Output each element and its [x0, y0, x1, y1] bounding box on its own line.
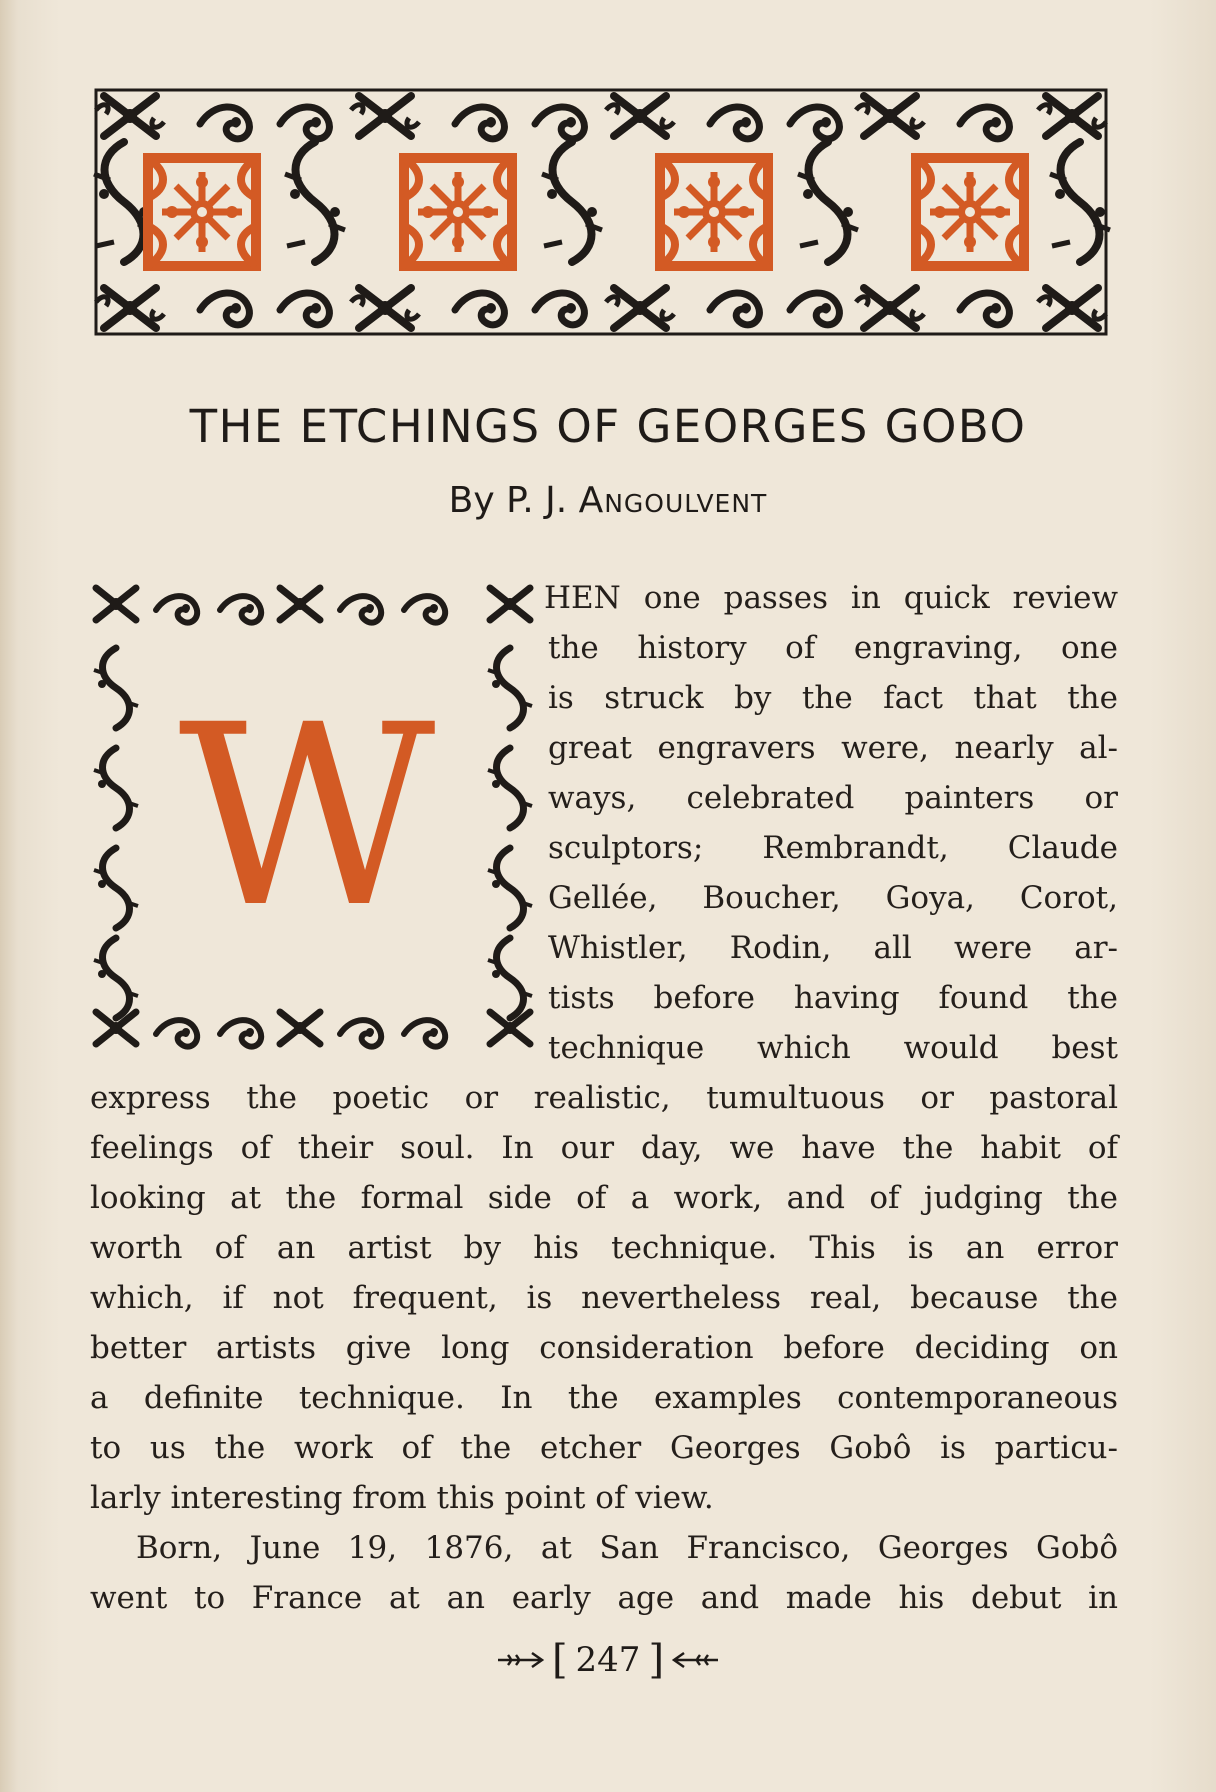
text-line: technique which would best [548, 1030, 1118, 1066]
text-line: express the poetic or realistic, tumultuous or pastoral [90, 1080, 1118, 1116]
folio-ornament-right-icon [672, 1650, 720, 1670]
folio-left-bracket: [ [551, 1637, 568, 1683]
ornament-band-graphic [90, 84, 1112, 340]
text-line: Gellée, Boucher, Goya, Corot, [548, 880, 1118, 916]
drop-cap-initial: W [178, 671, 436, 962]
text-line: is struck by the fact that the [548, 680, 1118, 716]
text-line: went to France at an early age and made his debut in [90, 1580, 1118, 1616]
text-line: the history of engraving, one [548, 630, 1118, 666]
folio-right-bracket: ] [648, 1637, 665, 1683]
text-line: to us the work of the etcher Georges Gobô is particu- [90, 1430, 1118, 1466]
text-line: tists before having found the [548, 980, 1118, 1016]
article-title: THE ETCHINGS OF GEORGES GOBO [189, 400, 1027, 453]
text-line: Born, June 19, 1876, at San Francisco, Georges Gobô [136, 1530, 1118, 1566]
text-line: larly interesting from this point of view. [90, 1480, 714, 1516]
ornamental-header-band [90, 84, 1112, 340]
byline-prefix: By P. J. [448, 480, 579, 521]
text-line: great engravers were, nearly al- [548, 730, 1118, 766]
folio-ornament-left-icon [496, 1650, 544, 1670]
text-line: looking at the formal side of a work, and of judging the [90, 1180, 1118, 1216]
author-name: Angoulvent [578, 480, 768, 521]
text-line: Whistler, Rodin, all were ar- [548, 930, 1118, 966]
text-line: feelings of their soul. In our day, we have the habit of [90, 1130, 1118, 1166]
text-line: HEN one passes in quick review [544, 580, 1118, 616]
text-line: sculptors; Rembrandt, Claude [548, 830, 1118, 866]
text-line: ways, celebrated painters or [548, 780, 1118, 816]
folio-number: 247 [575, 1640, 641, 1680]
page-number [0, 1630, 1216, 1690]
byline [0, 480, 1216, 521]
text-line: which, if not frequent, is nevertheless real, because the [90, 1280, 1118, 1316]
text-line: better artists give long consideration before deciding on [90, 1330, 1118, 1366]
text-line: worth of an artist by his technique. This is an error [90, 1230, 1118, 1266]
text-line: a definite technique. In the examples contemporaneous [90, 1380, 1118, 1416]
